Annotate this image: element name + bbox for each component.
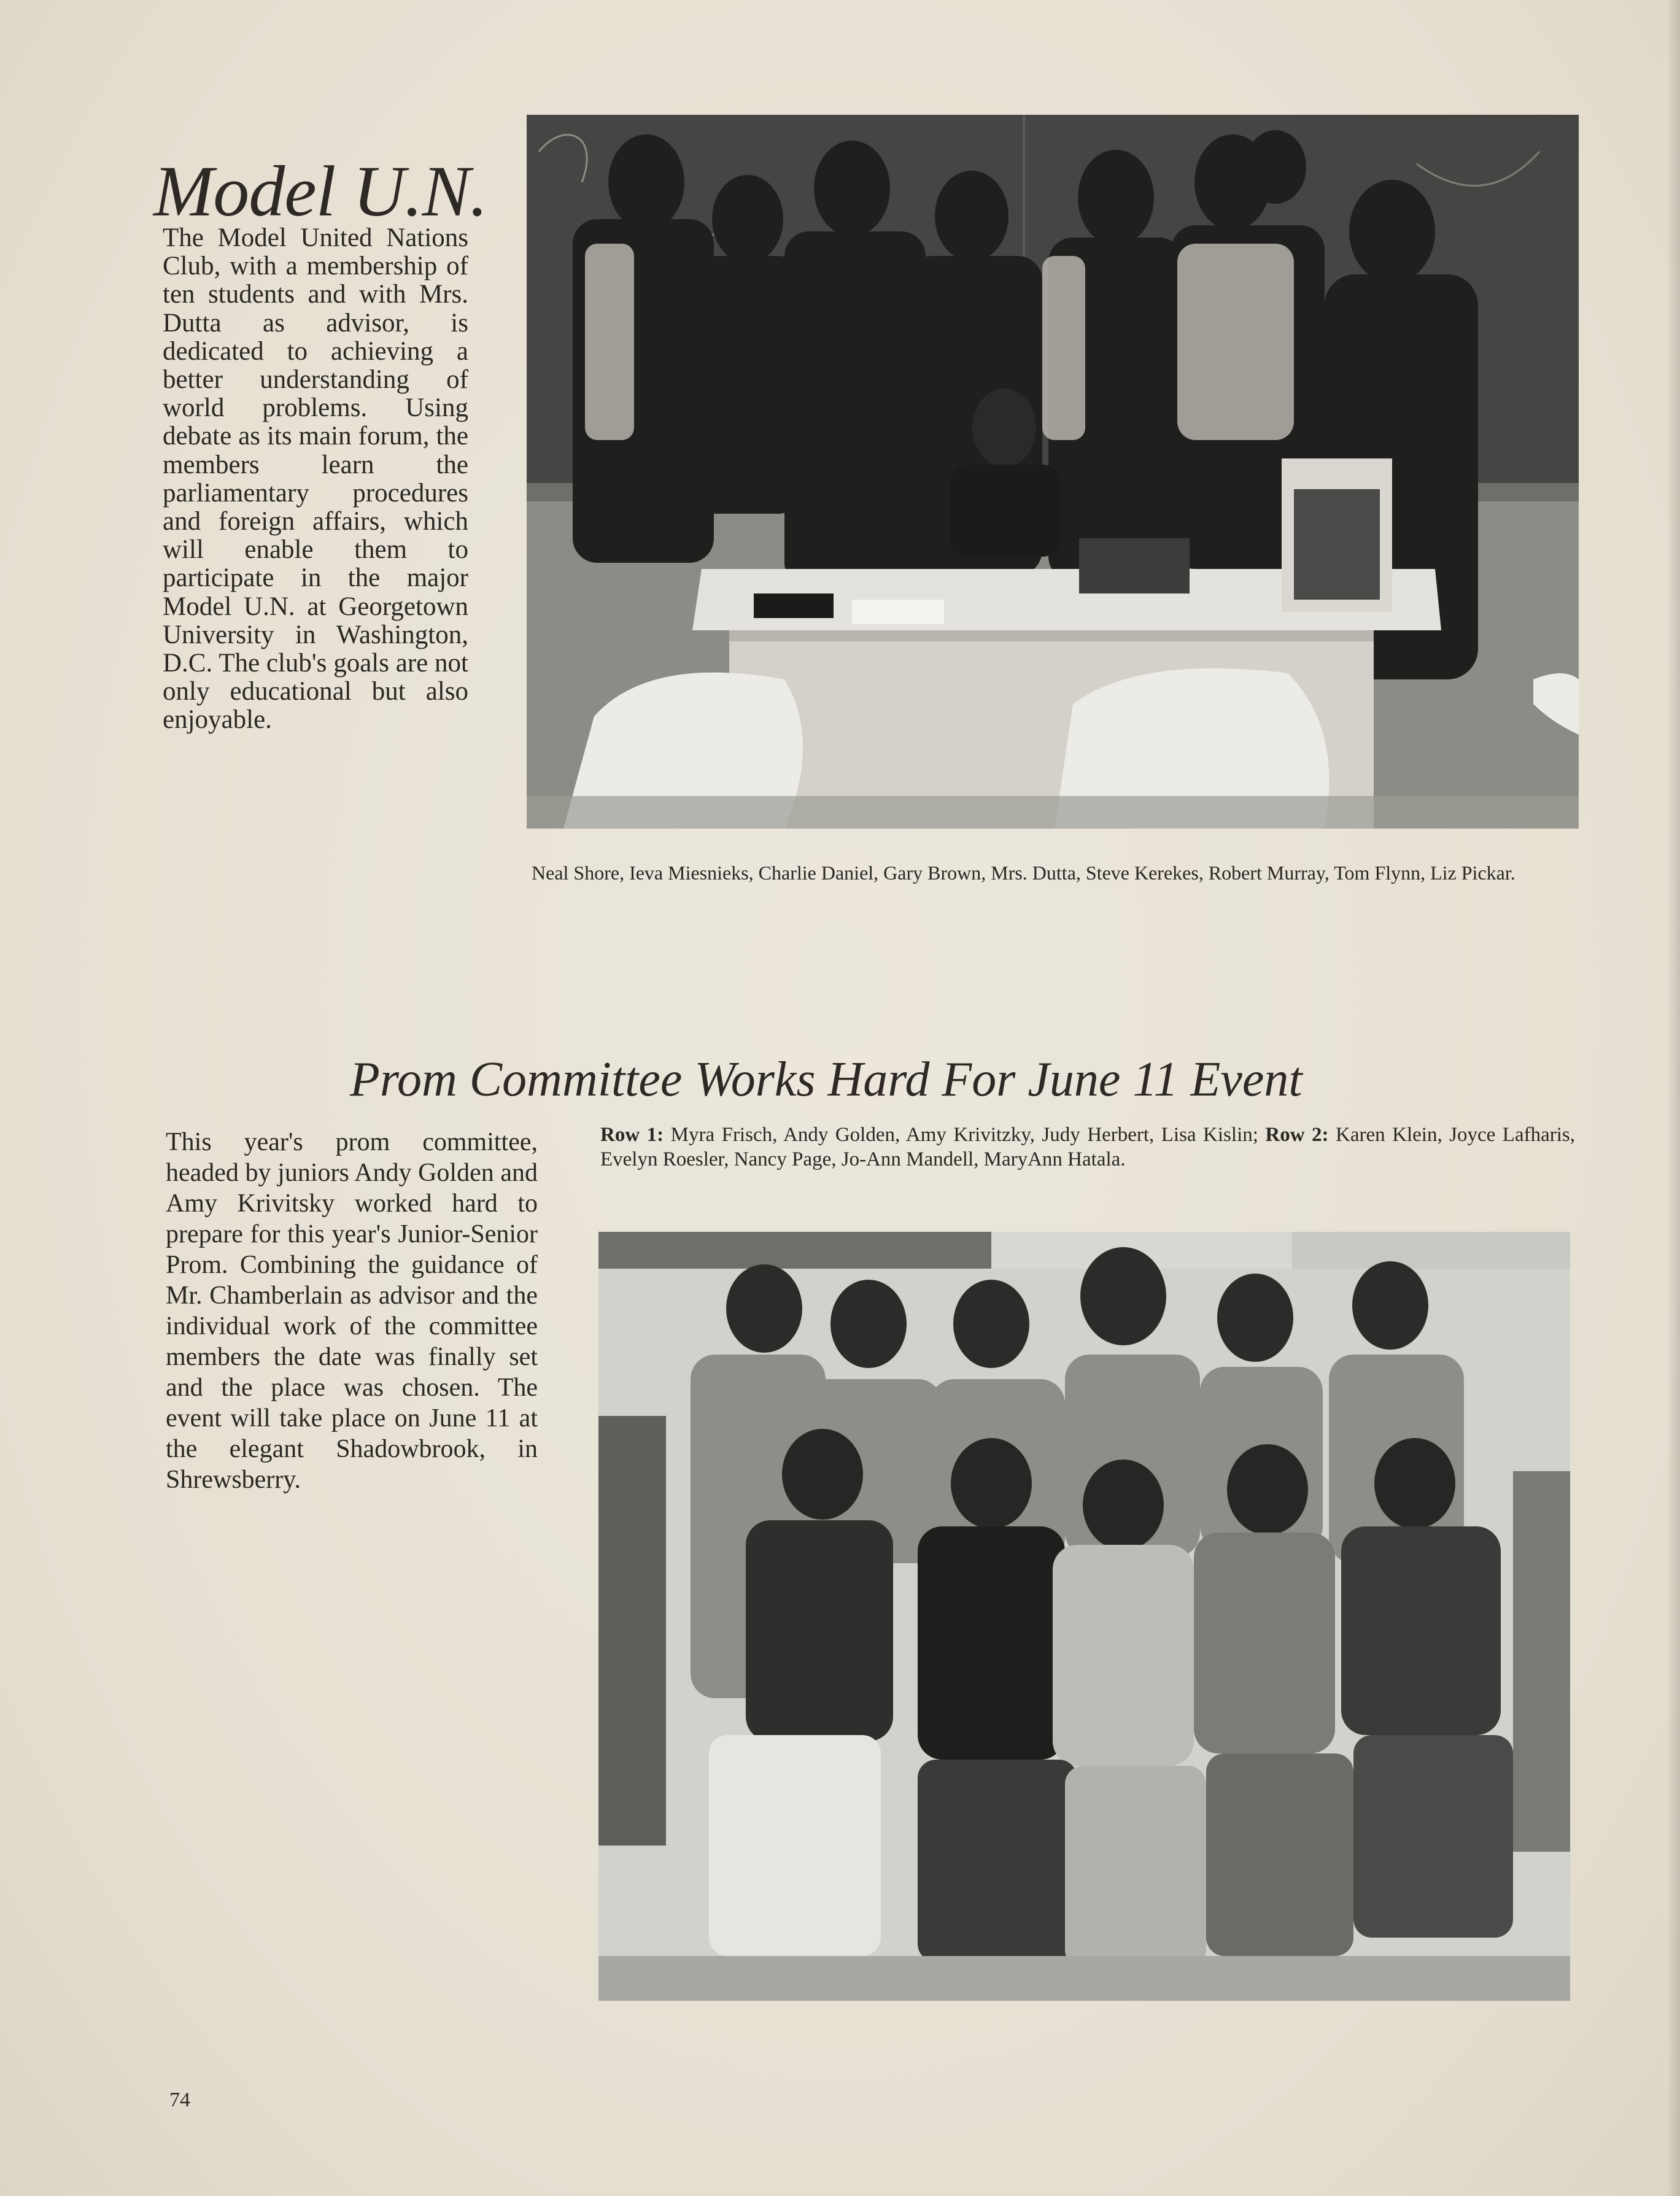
page-edge-shadow — [1666, 0, 1680, 2196]
model-un-body-text: The Model United Nations Club, with a membership of ten students and with Mrs. Dutta as advisor, is dedicated to achieving a better understanding of world problems. Using debate as its main forum, the members learn the parliamentary procedures and foreign affairs, which will enable them to participate in the major Model U.N. at Georgetown University in Washington, D.C. The club's goals are not only educational but also enjoyable. — [163, 223, 468, 735]
prom-committee-title: Prom Committee Works Hard For June 11 Event — [350, 1053, 1303, 1107]
model-un-caption: Neal Shore, Ieva Miesnieks, Charlie Daniel, Gary Brown, Mrs. Dutta, Steve Kerekes, Robert Murray, Tom Flynn, Liz Pickar. — [532, 862, 1515, 884]
prom-committee-body-text: This year's prom committee, headed by juniors Andy Golden and Amy Krivitsky worked hard to prepare for this year's Junior-Senior Prom. Combining the guidance of Mr. Chamberlain as advisor and the individual work of the committee members the date was finally set and the place was chosen. The event will take place on June 11 at the elegant Shadowbrook, in Shrewsberry. — [166, 1128, 538, 1494]
page-number: 74 — [169, 2089, 190, 2111]
caption-row1-label: Row 1: — [600, 1124, 664, 1146]
caption-row2-names: Karen Klein, Joyce Lafharis, Evelyn Roesler, Nancy Page, Jo-Ann Mandell, MaryAnn Hatala. — [600, 1124, 1575, 1170]
model-un-group-photo — [527, 115, 1579, 829]
prom-committee-caption — [600, 1123, 1575, 1172]
caption-row2-label: Row 2: — [1265, 1124, 1329, 1146]
caption-row1-names: Myra Frisch, Andy Golden, Amy Krivitzky, Judy Herbert, Lisa Kislin; — [664, 1124, 1266, 1146]
model-un-title: Model U.N. — [153, 151, 487, 232]
prom-committee-group-photo — [598, 1232, 1570, 2001]
